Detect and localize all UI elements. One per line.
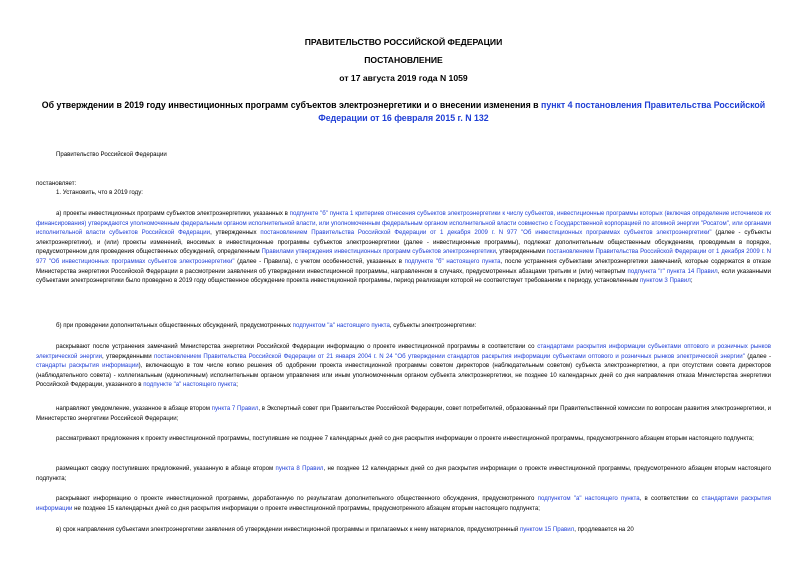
paragraph-b2-text-1: направляют уведомление, указанное в абзаце втором	[56, 405, 212, 412]
paragraph-a-text-5: (далее - Правила), с учетом особенностей, указанных в	[234, 257, 405, 265]
paragraph-a	[36, 209, 771, 286]
paragraph-v	[36, 525, 771, 535]
paragraph-b1-text-2: , утвержденными	[102, 352, 155, 360]
paragraph-a-text-2: , утвержденных	[210, 229, 261, 237]
paragraph-b-text-2: , субъекты электроэнергетики:	[389, 322, 477, 329]
link-rules-point-3[interactable]: пунктом 3 Правил	[639, 277, 691, 285]
item-1-line: 1. Установить, что в 2019 году:	[56, 189, 143, 196]
paragraph-b-1	[36, 342, 771, 390]
paragraph-b-text-1: б) при проведении дополнительных общественных обсуждений, предусмотренных	[56, 322, 293, 329]
paragraph-v-text-2: , продлевается на 20	[574, 526, 634, 533]
authority-heading: ПРАВИТЕЛЬСТВО РОССИЙСКОЙ ФЕДЕРАЦИИ	[304, 37, 503, 47]
link-resolution-977-second[interactable]: постановлением Правительства Российской Федерации от 1 декабря 2009 г. N 977 "Об инвестиционных программах субъектов электроэнергетики"	[36, 248, 771, 265]
paragraph-b4-text-1: размещают сводку поступивших предложений, указанную в абзаце втором	[56, 465, 276, 472]
paragraph-a-text-3: (далее - субъекты электроэнергетики), и (или) проекты изменений, вносимых в инвестиционные программы субъектов электроэнергетики (далее - инвестиционные программы), подлежат дополнительным общественным обсуждениям, проводимым в порядке, предусмотренном для проведения общественных обсуждений, определенным	[36, 229, 771, 256]
link-disclosure-standards-short[interactable]: стандарты раскрытия информации	[36, 362, 139, 370]
paragraph-a-text-1: а) проекты инвестиционных программ субъектов электроэнергетики, указанных в	[56, 210, 290, 217]
link-disclosure-standards-2[interactable]: стандартами раскрытия информации	[36, 495, 771, 512]
paragraph-b5-text-1: раскрывают информацию о проекте инвестиционной программы, доработанную по результатам дополнительного общественного обсуждения, предусмотренного	[56, 495, 538, 502]
paragraph-a-text-7: , если указанными субъектами электроэнергетики было проведено в 2019 году общественное обсуждение проекта инвестиционной программы, период реализации которой не соответствует требованиям к периоду, установленным	[36, 267, 772, 285]
paragraph-b4-text-2: , не позднее 12 календарных дней со дня раскрытия информации о проекте инвестиционной программы, предусмотренного абзацем вторым настоящего подпункта;	[36, 465, 771, 482]
paragraph-b1-text-1: раскрывают после устранения замечаний Министерства энергетики Российской Федерации информацию о проекте инвестиционной программы в соответствии со	[56, 343, 538, 350]
link-rules-point-8[interactable]: пункта 8 Правил	[275, 465, 324, 472]
paragraph-b5-text-2: , в соответствии со	[639, 495, 702, 502]
paragraph-b	[36, 321, 771, 331]
link-subpoint-a-this-point-3[interactable]: подпунктом "а" настоящего пункта	[537, 495, 640, 502]
document-date-heading: от 17 августа 2019 года N 1059	[339, 73, 468, 83]
paragraph-b-3: рассматривают предложения к проекту инвестиционной программы, поступившие не позднее 7 календарных дней со дня раскрытия информации о проекте инвестиционной программы, предусмотренного абзацем вторым настоящего подпункта;	[56, 435, 754, 442]
link-rules-point-15[interactable]: пунктом 15 Правил	[519, 526, 575, 533]
paragraph-b1-text-3: (далее -	[744, 352, 771, 360]
title-link-resolution-132[interactable]: пункт 4 постановления Правительства Российской Федерации от 16 февраля 2015 г. N 132	[318, 100, 766, 123]
paragraph-v-text-1: в) срок направления субъектами электроэнергетики заявления об утверждении инвестиционной программы и прилагаемых к нему материалов, предусмотренный	[56, 526, 520, 533]
document-title	[36, 99, 771, 125]
paragraph-b-2	[36, 404, 771, 423]
title-text: Об утверждении в 2019 году инвестиционных программ субъектов электроэнергетики и о внесении изменения в	[41, 100, 541, 110]
link-disclosure-standards[interactable]: стандартами раскрытия информации субъектами оптового и розничных рынков электрической энергии	[36, 343, 771, 360]
link-rules-point-14-subpoint-g[interactable]: подпункта "г" пункта 14 Правил	[627, 267, 718, 275]
link-criteria-subpoint-b[interactable]: подпункте "б" пункта 1 критериев отнесения субъектов электроэнергетики к числу субъектов, инвестиционные программы которых (включая определение источников их финансирования) утверждаются уполномоченным федеральным органом исполнительной власти, или уполномоченным федеральным органом исполнительной власти совместно с Государственной корпорацией по атомной энергии "Росатом", или органами исполнительной власти субъектов Российской Федерации	[36, 210, 771, 237]
link-resolution-977[interactable]: постановлением Правительства Российской Федерации от 1 декабря 2009 г. N 977 "Об инвестиционных программах субъектов электроэнергетики"	[260, 229, 712, 237]
link-subpoint-b-this-point[interactable]: подпункте "б" настоящего пункта	[404, 257, 501, 265]
document-type-heading: ПОСТАНОВЛЕНИЕ	[364, 55, 443, 65]
link-rules-point-7[interactable]: пункта 7 Правил	[211, 405, 259, 412]
link-investment-program-rules[interactable]: Правилами утверждения инвестиционных программ субъектов электроэнергетики	[261, 248, 496, 256]
link-subpoint-a-this-point-2[interactable]: подпункте "а" настоящего пункта	[143, 381, 237, 389]
paragraph-b5-text-3: не позднее 15 календарных дней со дня раскрытия информации о проекте инвестиционной программы, предусмотренного абзацем вторым настоящего подпункта;	[72, 504, 540, 512]
paragraph-b2-text-2: , в Экспертный совет при Правительстве Российской Федерации, совет потребителей, образованный при Правительственной комиссии по вопросам развития электроэнергетики, и Министерство энергетики Российской Федерации;	[36, 405, 771, 422]
decrees-line: постановляет:	[36, 180, 77, 187]
paragraph-b1-text-4: ), включающую в том числе копию решения об одобрении проекта инвестиционной программы советом директоров (наблюдательным советом) субъекта электроэнергетики, а при отсутствии совета директоров (наблюдательного совета) - коллегиальным (единоличным) исполнительным органом управления или иным уполномоченным органом субъекта электроэнергетики, не позднее 10 календарных дней со дня направления отказа Министерства энергетики Российской Федерации, указанного в	[36, 362, 771, 389]
paragraph-b-4	[36, 464, 771, 483]
paragraph-a-text-6: , после устранения субъектами электроэнергетики замечаний, которые содержатся в отказе Министерства энергетики Российской Федерации в рассмотрении заявления об утверждении инвестиционной программы, направленном в случаях, предусмотренных абзацами третьим и (или) четвертым	[36, 257, 771, 275]
paragraph-b1-text-5: ;	[236, 381, 238, 389]
paragraph-a-text-4: , утвержденными	[495, 248, 547, 256]
government-line: Правительство Российской Федерации	[56, 151, 167, 158]
paragraph-b-5	[36, 494, 771, 513]
link-subpoint-a-this-point[interactable]: подпунктом "а" настоящего пункта	[292, 322, 390, 329]
paragraph-a-text-8: ;	[690, 277, 693, 285]
link-resolution-24[interactable]: постановлением Правительства Российской Федерации от 21 января 2004 г. N 24 "Об утверждении стандартов раскрытия информации субъектами оптового и розничных рынков электрической энергии"	[154, 352, 745, 360]
